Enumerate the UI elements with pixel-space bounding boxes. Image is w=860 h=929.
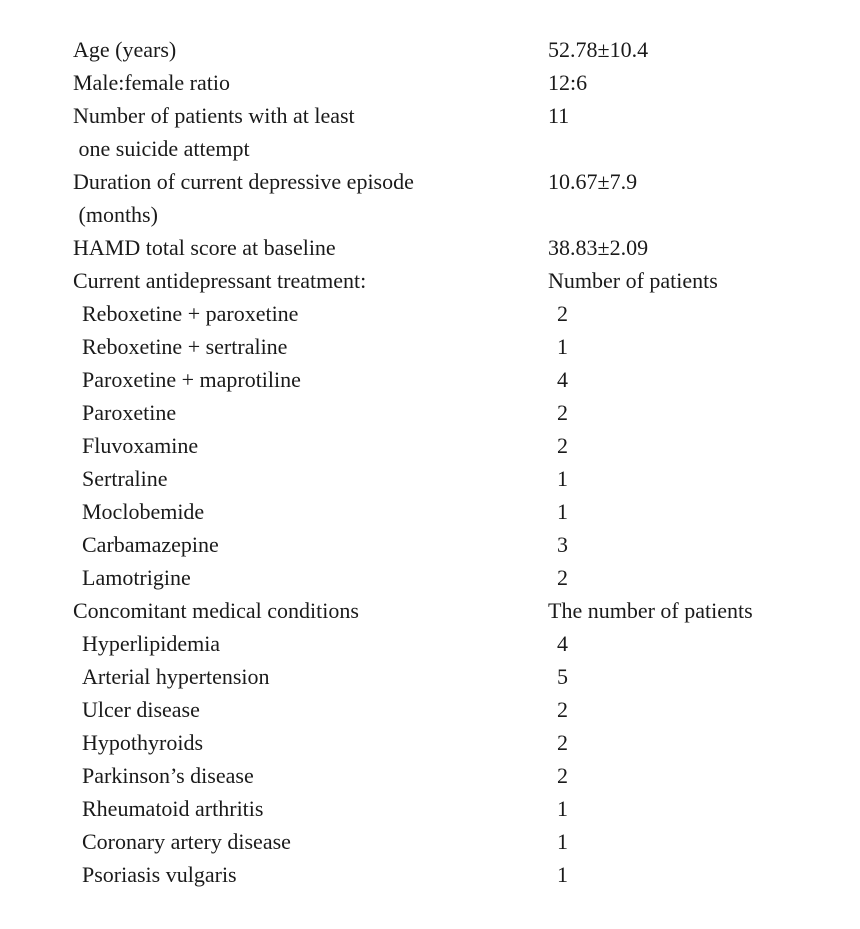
row-value: 2 (557, 763, 568, 788)
row-value: 4 (557, 367, 568, 392)
section-header-row (73, 264, 833, 297)
row-label: Arterial hypertension (82, 664, 270, 689)
row-label: HAMD total score at baseline (73, 235, 336, 260)
table-row (73, 429, 833, 462)
row-label: Duration of current depressive episode (73, 169, 414, 194)
row-label: Paroxetine (82, 400, 177, 425)
row-value: 5 (557, 664, 568, 689)
row-value: 38.83±2.09 (548, 235, 649, 260)
row-value: 52.78±10.4 (548, 37, 649, 62)
row-label: Lamotrigine (82, 565, 191, 590)
table-row (73, 462, 833, 495)
table-row (73, 198, 833, 231)
table-row (73, 858, 833, 891)
row-label: Male:female ratio (73, 70, 230, 95)
row-value: 1 (557, 466, 568, 491)
table-row (73, 726, 833, 759)
row-value: 2 (557, 301, 568, 326)
row-label: Reboxetine + sertraline (82, 334, 288, 359)
row-value: 12:6 (548, 70, 588, 95)
row-value: 1 (557, 334, 568, 359)
row-label: Ulcer disease (82, 697, 200, 722)
table-row (73, 33, 833, 66)
row-label: Number of patients with at least (73, 103, 355, 128)
table-row (73, 792, 833, 825)
table-row (73, 330, 833, 363)
table-row (73, 396, 833, 429)
table-row (73, 66, 833, 99)
row-value: 1 (557, 829, 568, 854)
table-row (73, 99, 833, 132)
row-label: Age (years) (73, 37, 177, 62)
row-label: (months) (73, 202, 158, 227)
row-label: Moclobemide (82, 499, 205, 524)
table-row (73, 132, 833, 165)
section-header-row (73, 594, 833, 627)
table-row (73, 693, 833, 726)
row-label: Coronary artery disease (82, 829, 291, 854)
table-row (73, 297, 833, 330)
table-row (73, 495, 833, 528)
table-row (73, 363, 833, 396)
row-label: one suicide attempt (73, 136, 250, 161)
row-value: 1 (557, 862, 568, 887)
section-header-label: Current antidepressant treatment: (73, 268, 367, 293)
row-label: Rheumatoid arthritis (82, 796, 264, 821)
table-row (73, 231, 833, 264)
row-value: 2 (557, 697, 568, 722)
row-label: Paroxetine + maprotiline (82, 367, 301, 392)
row-value: 11 (548, 103, 570, 128)
row-label: Carbamazepine (82, 532, 219, 557)
table-row (73, 759, 833, 792)
section-header-value: Number of patients (548, 268, 718, 293)
section-header-label: Concomitant medical conditions (73, 598, 359, 623)
row-value: 3 (557, 532, 568, 557)
row-label: Fluvoxamine (82, 433, 199, 458)
table-row (73, 660, 833, 693)
table-row (73, 165, 833, 198)
row-label: Hypothyroids (82, 730, 203, 755)
patient-characteristics-table (73, 33, 833, 891)
row-value: 2 (557, 400, 568, 425)
row-value: 10.67±7.9 (548, 169, 638, 194)
table-row (73, 561, 833, 594)
table-row (73, 627, 833, 660)
row-value: 2 (557, 433, 568, 458)
row-label: Psoriasis vulgaris (82, 862, 237, 887)
row-value: 2 (557, 565, 568, 590)
row-value: 2 (557, 730, 568, 755)
row-value: 4 (557, 631, 568, 656)
row-label: Reboxetine + paroxetine (82, 301, 299, 326)
section-header-value: The number of patients (548, 598, 753, 623)
table-row (73, 528, 833, 561)
row-label: Hyperlipidemia (82, 631, 221, 656)
row-value: 1 (557, 796, 568, 821)
row-label: Sertraline (82, 466, 168, 491)
table-row (73, 825, 833, 858)
row-value: 1 (557, 499, 568, 524)
row-label: Parkinson’s disease (82, 763, 254, 788)
